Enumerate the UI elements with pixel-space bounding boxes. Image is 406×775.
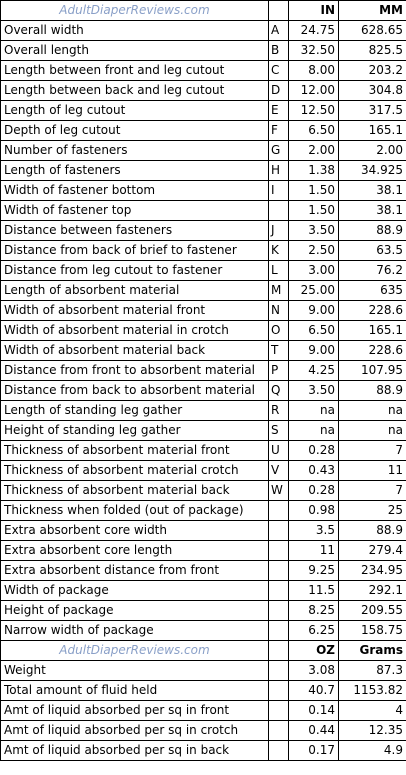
table-row [1, 41, 406, 61]
value-inches: 8.25 [289, 601, 339, 621]
value-millimeters: 88.9 [339, 221, 406, 241]
table-row [1, 101, 406, 121]
measurement-label: Extra absorbent distance from front [1, 561, 269, 581]
measurement-code: E [269, 101, 289, 121]
value-millimeters: 165.1 [339, 321, 406, 341]
table-row [1, 81, 406, 101]
measurement-label: Distance from back of brief to fastener [1, 241, 269, 261]
value-millimeters: na [339, 401, 406, 421]
measurement-label: Narrow width of package [1, 621, 269, 641]
measurement-code: I [269, 181, 289, 201]
value-inches: na [289, 401, 339, 421]
value-inches: 6.50 [289, 321, 339, 341]
measurement-code: U [269, 441, 289, 461]
value-millimeters: 203.2 [339, 61, 406, 81]
measurement-label: Length between back and leg cutout [1, 81, 269, 101]
value-inches: 6.50 [289, 121, 339, 141]
table-row [1, 741, 406, 761]
table-row [1, 501, 406, 521]
measurement-code: W [269, 481, 289, 501]
value-grams: 4.9 [339, 741, 406, 761]
column-header-in: IN [289, 1, 339, 21]
measurement-code [269, 601, 289, 621]
measurement-code: A [269, 21, 289, 41]
value-millimeters: 228.6 [339, 341, 406, 361]
table-row [1, 281, 406, 301]
code-header-cell [269, 641, 289, 661]
measurement-label: Height of package [1, 601, 269, 621]
table-row [1, 701, 406, 721]
value-inches: 1.38 [289, 161, 339, 181]
value-millimeters: 38.1 [339, 181, 406, 201]
measurement-label: Distance from back to absorbent material [1, 381, 269, 401]
value-inches: 11.5 [289, 581, 339, 601]
table-row [1, 581, 406, 601]
value-inches: 25.00 [289, 281, 339, 301]
measurement-label: Thickness of absorbent material front [1, 441, 269, 461]
measurement-code: N [269, 301, 289, 321]
value-inches: 3.50 [289, 221, 339, 241]
measurement-code: T [269, 341, 289, 361]
measurement-code: R [269, 401, 289, 421]
value-grams: 1153.82 [339, 681, 406, 701]
table-row [1, 21, 406, 41]
measurement-label: Width of fastener top [1, 201, 269, 221]
value-inches: 1.50 [289, 181, 339, 201]
value-millimeters: 292.1 [339, 581, 406, 601]
table-row [1, 681, 406, 701]
value-inches: 0.43 [289, 461, 339, 481]
measurement-code [269, 541, 289, 561]
value-millimeters: 825.5 [339, 41, 406, 61]
value-ounces: 0.17 [289, 741, 339, 761]
value-inches: 9.00 [289, 341, 339, 361]
value-inches: 9.00 [289, 301, 339, 321]
value-inches: 12.00 [289, 81, 339, 101]
value-inches: 8.00 [289, 61, 339, 81]
measurement-code: C [269, 61, 289, 81]
weight-code [269, 721, 289, 741]
table-row [1, 301, 406, 321]
table-row [1, 161, 406, 181]
value-millimeters: 88.9 [339, 521, 406, 541]
measurement-code: O [269, 321, 289, 341]
value-millimeters: 76.2 [339, 261, 406, 281]
weight-label: Weight [1, 661, 269, 681]
value-inches: 9.25 [289, 561, 339, 581]
table-row [1, 481, 406, 501]
measurement-label: Length of leg cutout [1, 101, 269, 121]
measurement-label: Depth of leg cutout [1, 121, 269, 141]
weight-code [269, 681, 289, 701]
table-row [1, 621, 406, 641]
code-header-cell [269, 1, 289, 21]
table-row [1, 221, 406, 241]
measurement-code [269, 581, 289, 601]
table-row [1, 321, 406, 341]
value-millimeters: 628.65 [339, 21, 406, 41]
table-row [1, 181, 406, 201]
measurement-label: Extra absorbent core length [1, 541, 269, 561]
value-ounces: 0.14 [289, 701, 339, 721]
value-grams: 4 [339, 701, 406, 721]
measurement-label: Length of absorbent material [1, 281, 269, 301]
measurement-code: K [269, 241, 289, 261]
value-millimeters: 34.925 [339, 161, 406, 181]
measurement-label: Length of fasteners [1, 161, 269, 181]
value-inches: 3.00 [289, 261, 339, 281]
value-inches: 3.5 [289, 521, 339, 541]
measurement-code: L [269, 261, 289, 281]
value-millimeters: 234.95 [339, 561, 406, 581]
measurement-label: Extra absorbent core width [1, 521, 269, 541]
value-inches: 12.50 [289, 101, 339, 121]
measurement-label: Number of fasteners [1, 141, 269, 161]
value-millimeters: 279.4 [339, 541, 406, 561]
value-ounces: 0.44 [289, 721, 339, 741]
weight-label: Amt of liquid absorbed per sq in crotch [1, 721, 269, 741]
value-millimeters: 38.1 [339, 201, 406, 221]
measurement-label: Width of absorbent material back [1, 341, 269, 361]
value-millimeters: 158.75 [339, 621, 406, 641]
value-inches: 2.50 [289, 241, 339, 261]
measurement-code [269, 561, 289, 581]
brand-watermark: AdultDiaperReviews.com [1, 641, 269, 661]
measurement-label: Distance between fasteners [1, 221, 269, 241]
weight-code [269, 661, 289, 681]
value-millimeters: 635 [339, 281, 406, 301]
measurement-code: P [269, 361, 289, 381]
table-row [1, 541, 406, 561]
value-inches: 32.50 [289, 41, 339, 61]
value-inches: 2.00 [289, 141, 339, 161]
column-header-mm: MM [339, 1, 406, 21]
table-row [1, 521, 406, 541]
measurement-label: Distance from leg cutout to fastener [1, 261, 269, 281]
table-row [1, 661, 406, 681]
table-row [1, 461, 406, 481]
measurement-code [269, 501, 289, 521]
measurement-label: Thickness of absorbent material back [1, 481, 269, 501]
value-inches: 1.50 [289, 201, 339, 221]
measurement-label: Thickness of absorbent material crotch [1, 461, 269, 481]
value-millimeters: 63.5 [339, 241, 406, 261]
value-millimeters: 304.8 [339, 81, 406, 101]
value-inches: na [289, 421, 339, 441]
weight-label: Total amount of fluid held [1, 681, 269, 701]
value-millimeters: 165.1 [339, 121, 406, 141]
table-row [1, 361, 406, 381]
value-inches: 0.28 [289, 441, 339, 461]
value-millimeters: na [339, 421, 406, 441]
table-row [1, 241, 406, 261]
measurement-code: Q [269, 381, 289, 401]
value-millimeters: 11 [339, 461, 406, 481]
value-grams: 87.3 [339, 661, 406, 681]
measurement-code: F [269, 121, 289, 141]
value-millimeters: 317.5 [339, 101, 406, 121]
weight-code [269, 701, 289, 721]
measurement-code [269, 621, 289, 641]
measurement-code: D [269, 81, 289, 101]
table-row [1, 441, 406, 461]
measurement-label: Height of standing leg gather [1, 421, 269, 441]
weight-label: Amt of liquid absorbed per sq in front [1, 701, 269, 721]
measurement-code: V [269, 461, 289, 481]
measurement-code [269, 521, 289, 541]
column-header-grams: Grams [339, 641, 406, 661]
value-inches: 24.75 [289, 21, 339, 41]
table-row [1, 421, 406, 441]
column-header-oz: OZ [289, 641, 339, 661]
measurement-label: Length between front and leg cutout [1, 61, 269, 81]
measurement-label: Thickness when folded (out of package) [1, 501, 269, 521]
value-millimeters: 7 [339, 481, 406, 501]
measurement-label: Overall length [1, 41, 269, 61]
table-row [1, 381, 406, 401]
measurement-code: B [269, 41, 289, 61]
value-millimeters: 107.95 [339, 361, 406, 381]
measurement-label: Width of fastener bottom [1, 181, 269, 201]
weight-label: Amt of liquid absorbed per sq in back [1, 741, 269, 761]
table-row [1, 561, 406, 581]
measurement-code: M [269, 281, 289, 301]
value-millimeters: 2.00 [339, 141, 406, 161]
measurement-label: Length of standing leg gather [1, 401, 269, 421]
value-millimeters: 25 [339, 501, 406, 521]
value-millimeters: 7 [339, 441, 406, 461]
measurement-code: J [269, 221, 289, 241]
table-row [1, 261, 406, 281]
value-inches: 3.50 [289, 381, 339, 401]
section-header-row [1, 641, 406, 661]
measurement-label: Width of absorbent material front [1, 301, 269, 321]
value-inches: 0.28 [289, 481, 339, 501]
table-row [1, 201, 406, 221]
value-inches: 6.25 [289, 621, 339, 641]
value-ounces: 3.08 [289, 661, 339, 681]
measurement-label: Distance from front to absorbent material [1, 361, 269, 381]
table-row [1, 141, 406, 161]
header-row [1, 1, 406, 21]
value-millimeters: 209.55 [339, 601, 406, 621]
table-row [1, 341, 406, 361]
value-millimeters: 88.9 [339, 381, 406, 401]
measurement-code: H [269, 161, 289, 181]
value-grams: 12.35 [339, 721, 406, 741]
measurement-label: Width of absorbent material in crotch [1, 321, 269, 341]
measurement-code [269, 201, 289, 221]
value-inches: 0.98 [289, 501, 339, 521]
table-row [1, 601, 406, 621]
value-millimeters: 228.6 [339, 301, 406, 321]
table-row [1, 721, 406, 741]
measurement-code: G [269, 141, 289, 161]
table-row [1, 401, 406, 421]
measurement-label: Width of package [1, 581, 269, 601]
value-inches: 11 [289, 541, 339, 561]
table-row [1, 61, 406, 81]
brand-watermark: AdultDiaperReviews.com [1, 1, 269, 21]
value-inches: 4.25 [289, 361, 339, 381]
weight-code [269, 741, 289, 761]
measurement-code: S [269, 421, 289, 441]
value-ounces: 40.7 [289, 681, 339, 701]
table-row [1, 121, 406, 141]
measurement-label: Overall width [1, 21, 269, 41]
